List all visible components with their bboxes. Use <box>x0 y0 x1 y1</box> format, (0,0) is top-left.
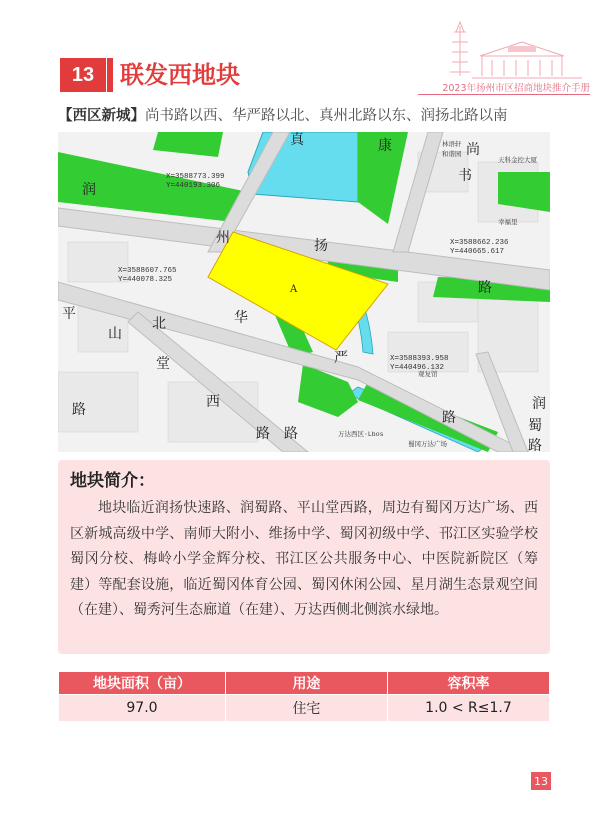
poi-label: 和谐园 <box>442 151 462 158</box>
road-char: 真 <box>290 132 304 148</box>
table-row <box>59 695 550 722</box>
brand-title: 2023年扬州市区招商地块推介手册 <box>442 83 590 94</box>
coord-3-x: X=3588607.765 <box>118 267 177 275</box>
coord-2-x: X=3588662.236 <box>450 239 509 247</box>
section-number-badge: 13 <box>60 58 106 92</box>
road-char: 严 <box>334 350 348 366</box>
parcel-label: A <box>290 284 298 295</box>
poi-label: 幸福里 <box>498 219 518 226</box>
poi-label: 观复馆 <box>418 371 438 378</box>
poi-label: 林语轩 <box>442 141 462 148</box>
region-label: 【西区新城】 <box>58 108 145 124</box>
road-char: 路 <box>478 280 492 296</box>
road-char: 蜀 <box>528 418 542 434</box>
td-far: 1.0 < R≤1.7 <box>387 695 549 722</box>
td-area: 97.0 <box>59 695 226 722</box>
road-char: 州 <box>216 230 230 246</box>
intro-title: 地块简介： <box>70 471 155 491</box>
road-char: 康 <box>378 138 392 154</box>
header-rule <box>418 94 590 95</box>
road-char: 西 <box>206 394 220 410</box>
road-char: 润 <box>532 396 546 412</box>
road-char: 路 <box>284 426 298 442</box>
location-text: 尚书路以西、华严路以北、真州北路以东、润扬北路以南 <box>145 108 508 124</box>
page-title: 联发西地块 <box>120 61 240 89</box>
site-map <box>58 132 550 452</box>
poi-label: 万达西区·Lbos <box>338 431 384 438</box>
poi-label: 天科金控大厦 <box>498 157 537 164</box>
page-number: 13 <box>531 772 551 790</box>
coord-1-y: Y=440193.306 <box>166 182 221 190</box>
coord-4-x: X=3588393.958 <box>390 355 449 363</box>
th-area: 地块面积（亩） <box>59 672 226 695</box>
road-char: 堂 <box>156 356 170 372</box>
road-char: 山 <box>108 326 122 342</box>
road-char: 路 <box>528 438 542 452</box>
location-subtitle <box>58 104 508 125</box>
road-char: 尚 <box>466 142 480 158</box>
site-map-svg <box>58 132 550 452</box>
road-char: 路 <box>442 410 456 426</box>
coord-2-y: Y=440665.617 <box>450 248 505 256</box>
road-char: 扬 <box>314 238 328 254</box>
coord-3-y: Y=440078.325 <box>118 276 173 284</box>
intro-body: 地块临近润扬快速路、润蜀路、平山堂西路，周边有蜀冈万达广场、西区新城高级中学、南师大附小、维扬中学、蜀冈初级中学、邗江区实验学校蜀冈分校、梅岭小学金辉分校、邗江区公共服务中心、中医院新院区（筹建）等配套设施，临近蜀冈体育公园、蜀冈休闲公园、星月湖生态景观空间（在建）、蜀秀河生态廊道（在建）、万达西侧北侧滨水绿地。 <box>70 500 538 618</box>
poi-label: 蜀冈万达广场 <box>408 441 447 448</box>
td-use: 住宅 <box>225 695 387 722</box>
coord-4-y: Y=440496.132 <box>390 364 445 372</box>
road-char: 润 <box>82 182 96 198</box>
intro-box <box>58 460 550 654</box>
road-char: 书 <box>458 168 472 184</box>
th-use: 用途 <box>225 672 387 695</box>
road-char: 平 <box>62 306 76 322</box>
coord-1-x: X=3588773.399 <box>166 173 225 181</box>
th-far: 容积率 <box>387 672 549 695</box>
title-stripe <box>107 58 113 92</box>
road-char: 路 <box>256 426 270 442</box>
table-header-row <box>59 672 550 695</box>
parcel-info-table <box>58 671 550 722</box>
road-char: 路 <box>72 402 86 418</box>
road-char: 华 <box>234 310 248 326</box>
road-char: 北 <box>152 316 166 332</box>
